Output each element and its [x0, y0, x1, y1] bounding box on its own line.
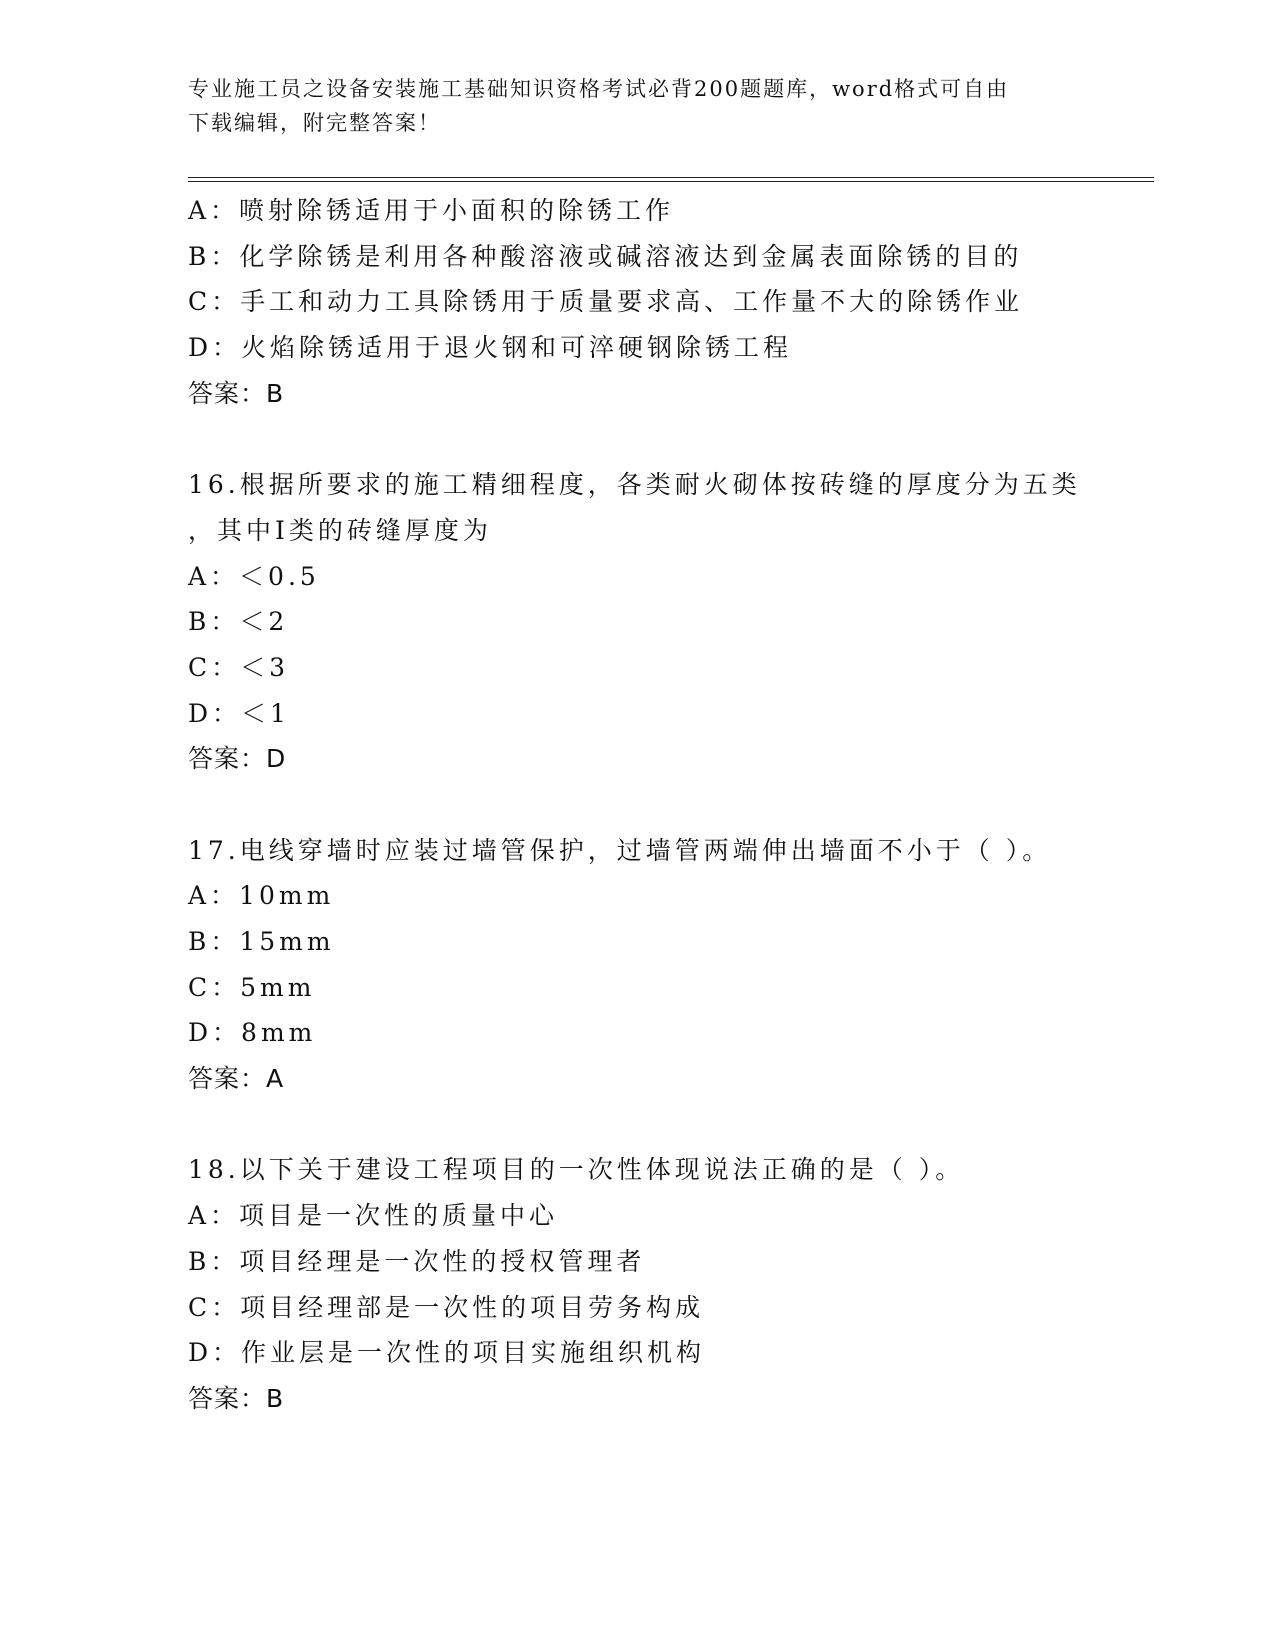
option-a: A：项目是一次性的质量中心	[188, 1201, 559, 1231]
question-stem: 16.根据所要求的施工精细程度，各类耐火砌体按砖缝的厚度分为五类	[188, 470, 1081, 500]
header-rule-bottom	[188, 181, 1154, 182]
spacer	[188, 1102, 1154, 1148]
option-c: C：项目经理部是一次性的项目劳务构成	[188, 1292, 705, 1322]
option-b: B：＜2	[188, 607, 289, 637]
option-b: B：项目经理是一次性的授权管理者	[188, 1246, 646, 1276]
question-18	[188, 1147, 1154, 1421]
question-17	[188, 828, 1154, 1102]
answer: 答案：B	[188, 1383, 285, 1413]
header-line-1: 专业施工员之设备安装施工基础知识资格考试必背200题题库，word格式可自由	[188, 77, 1010, 101]
option-d: D：＜1	[188, 698, 290, 728]
option-c: C：手工和动力工具除锈用于质量要求高、工作量不大的除锈作业	[188, 287, 1024, 317]
option-d: D：火焰除锈适用于退火钢和可淬硬钢除锈工程	[188, 333, 793, 363]
option-b: B：15mm	[188, 927, 335, 956]
question-list	[188, 188, 1154, 1422]
spacer	[188, 782, 1154, 828]
answer: 答案：B	[188, 378, 285, 408]
question-15	[188, 188, 1154, 416]
option-a: A：喷射除锈适用于小面积的除锈工作	[188, 196, 675, 225]
option-a: A：＜0.5	[188, 561, 320, 591]
answer: 答案：A	[188, 1064, 285, 1094]
question-stem: 17.电线穿墙时应装过墙管保护，过墙管两端伸出墙面不小于（ ）。	[188, 835, 1052, 865]
header-line-2: 下载编辑，附完整答案！	[188, 111, 441, 135]
option-c: C：5mm	[188, 972, 316, 1002]
answer: 答案：D	[188, 744, 287, 774]
question-stem-continued: ，其中Ⅰ类的砖缝厚度为	[188, 515, 492, 545]
question-16	[188, 462, 1154, 782]
option-d: D：8mm	[188, 1018, 317, 1048]
option-b: B：化学除锈是利用各种酸溶液或碱溶液达到金属表面除锈的目的	[188, 241, 1023, 271]
option-c: C：＜3	[188, 652, 290, 682]
question-stem: 18.以下关于建设工程项目的一次性体现说法正确的是（ ）。	[188, 1155, 965, 1185]
spacer	[188, 416, 1154, 462]
header-rule-top	[188, 177, 1154, 178]
option-d: D：作业层是一次性的项目实施组织机构	[188, 1338, 706, 1368]
document-header	[188, 72, 1068, 140]
option-a: A：10mm	[188, 881, 335, 911]
